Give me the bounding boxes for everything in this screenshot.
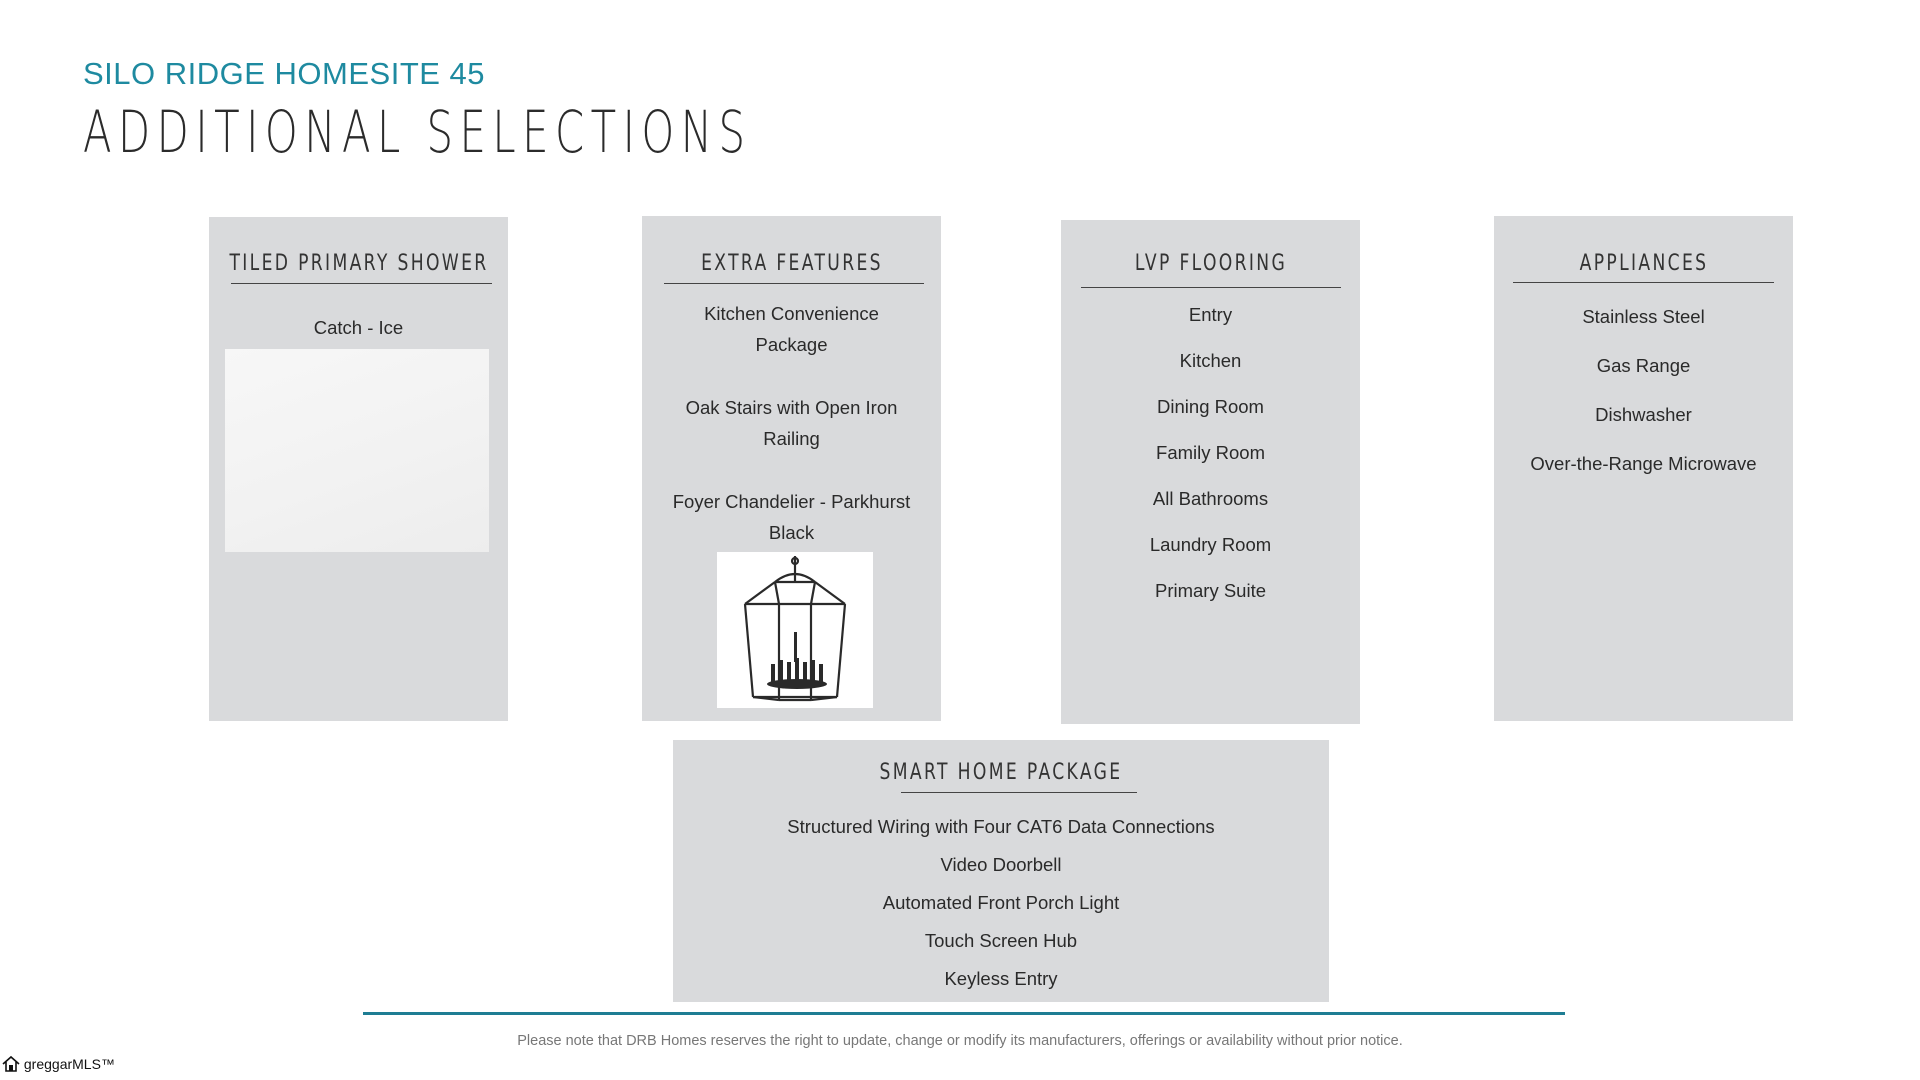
title-underline <box>1081 287 1341 288</box>
mls-logo <box>2 1055 115 1073</box>
title-underline <box>231 283 492 284</box>
list-item: Over-the-Range Microwave <box>1530 453 1757 474</box>
list-item: Stainless Steel <box>1582 306 1705 327</box>
house-logo-icon <box>2 1056 24 1072</box>
card-title: LVP FLOORING <box>1134 251 1287 276</box>
list-item: Gas Range <box>1596 355 1691 376</box>
mls-logo-text: greggarMLS™ <box>23 1056 115 1072</box>
list-item: Railing <box>763 428 820 449</box>
chandelier-image <box>717 552 873 708</box>
footer-divider <box>363 1012 1565 1015</box>
page-subtitle: SILO RIDGE HOMESITE 45 <box>83 56 486 91</box>
title-underline <box>901 792 1137 793</box>
list-item: Family Room <box>1156 442 1265 463</box>
card-title: EXTRA FEATURES <box>700 251 883 276</box>
card-extra-features <box>642 216 941 721</box>
list-item: Package <box>755 334 828 355</box>
list-item: Foyer Chandelier - Parkhurst <box>672 491 911 512</box>
list-item: Dining Room <box>1157 396 1264 417</box>
card-smart-home-package <box>673 740 1329 1002</box>
title-underline <box>664 283 924 284</box>
list-item: Structured Wiring with Four CAT6 Data Connections <box>787 816 1215 837</box>
list-item: All Bathrooms <box>1152 488 1269 509</box>
card-title: SMART HOME PACKAGE <box>879 760 1123 785</box>
list-item: Video Doorbell <box>940 854 1062 875</box>
list-item: Catch - Ice <box>313 317 404 338</box>
list-item: Laundry Room <box>1149 534 1272 555</box>
list-item: Keyless Entry <box>944 968 1058 989</box>
card-lvp-flooring <box>1061 220 1360 724</box>
list-item: Dishwasher <box>1595 404 1692 425</box>
tile-sample-image <box>225 349 489 552</box>
card-title: APPLIANCES <box>1579 251 1708 276</box>
list-item: Primary Suite <box>1154 580 1267 601</box>
list-item: Oak Stairs with Open Iron <box>685 397 898 418</box>
card-title: TILED PRIMARY SHOWER <box>228 251 489 276</box>
page-title: ADDITIONAL SELECTIONS <box>83 98 752 166</box>
card-tiled-primary-shower <box>209 217 508 721</box>
list-item: Entry <box>1188 304 1233 325</box>
list-item: Black <box>768 522 815 543</box>
list-item: Kitchen Convenience <box>704 303 879 324</box>
card-appliances <box>1494 216 1793 721</box>
disclaimer-text: Please note that DRB Homes reserves the right to update, change or modify its manufacturers, offerings or availability without prior notice. <box>517 1033 1403 1049</box>
list-item: Kitchen <box>1179 350 1242 371</box>
list-item: Automated Front Porch Light <box>882 892 1120 913</box>
title-underline <box>1513 282 1774 283</box>
list-item: Touch Screen Hub <box>924 930 1078 951</box>
